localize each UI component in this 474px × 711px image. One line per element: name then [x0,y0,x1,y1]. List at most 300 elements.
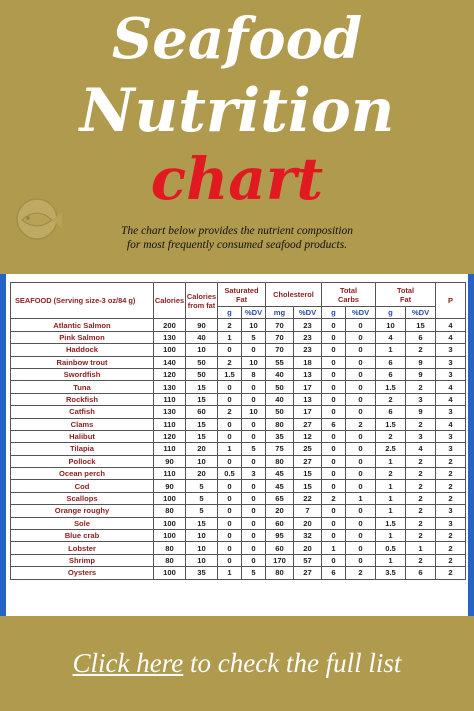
value-cell: 0 [242,393,266,405]
value-cell: 0 [218,505,242,517]
header-calories-from-fat-line1: Calories [186,291,217,301]
header-calories-from-fat [186,283,218,319]
value-cell: 70 [266,344,294,356]
table-row [11,468,466,480]
header-total-fat-line1: Total [396,285,415,295]
value-cell: 32 [294,530,322,542]
header-calories-from-fat-line2: from fat [187,300,216,310]
seafood-name: Catfish [11,406,154,418]
value-cell: 1.5 [376,418,406,430]
value-cell: 13 [294,368,322,380]
value-cell: 20 [186,468,218,480]
value-cell: 2 [406,381,436,393]
header-total-carbs [322,283,376,307]
value-cell: 0 [242,505,266,517]
table-row [11,319,466,331]
value-cell: 3 [436,443,466,455]
value-cell: 2 [346,418,376,430]
table-body [11,319,466,579]
value-cell: 2 [376,393,406,405]
table-row [11,331,466,343]
value-cell: 100 [154,567,186,579]
value-cell: 9 [406,368,436,380]
value-cell: 0 [322,505,346,517]
value-cell: 70 [266,331,294,343]
value-cell: 0 [346,319,376,331]
value-cell: 2 [436,455,466,467]
value-cell: 110 [154,443,186,455]
value-cell: 1 [376,530,406,542]
value-cell: 3 [436,356,466,368]
value-cell: 0 [346,368,376,380]
cta-rest-text: to check the full list [183,648,402,678]
seafood-name: Clams [11,418,154,430]
value-cell: 2.5 [376,443,406,455]
value-cell: 170 [266,554,294,566]
value-cell: 5 [186,492,218,504]
table-row [11,554,466,566]
value-cell: 2 [436,567,466,579]
value-cell: 10 [186,554,218,566]
value-cell: 6 [376,406,406,418]
value-cell: 4 [436,393,466,405]
value-cell: 20 [294,517,322,529]
value-cell: 60 [266,517,294,529]
value-cell: 2 [218,319,242,331]
value-cell: 1 [218,331,242,343]
value-cell: 45 [266,480,294,492]
value-cell: 80 [154,554,186,566]
value-cell: 15 [186,430,218,442]
value-cell: 0 [242,455,266,467]
value-cell: 1 [376,480,406,492]
table-row [11,368,466,380]
value-cell: 0 [322,406,346,418]
value-cell: 100 [154,344,186,356]
value-cell: 0 [242,480,266,492]
value-cell: 75 [266,443,294,455]
value-cell: 6 [322,567,346,579]
header-calories: Calories [154,283,186,319]
value-cell: 20 [266,505,294,517]
value-cell: 1.5 [376,517,406,529]
table-row [11,517,466,529]
value-cell: 70 [266,319,294,331]
value-cell: 100 [154,492,186,504]
seafood-name: Orange roughy [11,505,154,517]
value-cell: 45 [266,468,294,480]
value-cell: 4 [436,319,466,331]
header-saturated-fat-line1: Saturated [224,285,259,295]
unit-cell: %DV [406,307,436,319]
value-cell: 2 [218,406,242,418]
value-cell: 90 [154,480,186,492]
value-cell: 0 [322,430,346,442]
value-cell: 55 [266,356,294,368]
value-cell: 0 [322,530,346,542]
value-cell: 7 [294,505,322,517]
seafood-name: Haddock [11,344,154,356]
value-cell: 9 [406,356,436,368]
value-cell: 110 [154,393,186,405]
value-cell: 6 [376,368,406,380]
value-cell: 50 [266,381,294,393]
value-cell: 3 [436,430,466,442]
value-cell: 0 [242,530,266,542]
value-cell: 23 [294,344,322,356]
value-cell: 27 [294,567,322,579]
title-chart: chart [150,145,324,213]
value-cell: 80 [266,418,294,430]
value-cell: 22 [294,492,322,504]
value-cell: 0 [346,443,376,455]
value-cell: 0 [346,344,376,356]
value-cell: 80 [266,455,294,467]
value-cell: 5 [186,480,218,492]
value-cell: 4 [436,331,466,343]
value-cell: 0 [322,319,346,331]
value-cell: 2 [406,468,436,480]
header-total-fat-line2: Fat [399,294,412,304]
value-cell: 20 [294,542,322,554]
value-cell: 17 [294,406,322,418]
unit-cell: %DV [242,307,266,319]
value-cell: 2 [436,530,466,542]
value-cell: 0 [218,344,242,356]
value-cell: 5 [242,331,266,343]
value-cell: 1 [346,492,376,504]
value-cell: 90 [154,455,186,467]
value-cell: 13 [294,393,322,405]
value-cell: 60 [186,406,218,418]
value-cell: 2 [406,344,436,356]
header-saturated-fat [218,283,266,307]
value-cell: 0 [346,381,376,393]
value-cell: 1 [376,492,406,504]
value-cell: 23 [294,319,322,331]
nutrition-table [10,282,466,580]
table-row [11,567,466,579]
seafood-name: Ocean perch [11,468,154,480]
header-cholesterol: Cholesterol [266,283,322,307]
value-cell: 2 [406,455,436,467]
value-cell: 1 [376,455,406,467]
seafood-name: Atlantic Salmon [11,319,154,331]
value-cell: 35 [266,430,294,442]
value-cell: 3 [242,468,266,480]
value-cell: 15 [406,319,436,331]
nutrition-table-container [6,274,468,616]
unit-cell: mg [266,307,294,319]
value-cell: 12 [294,430,322,442]
value-cell: 100 [154,530,186,542]
value-cell: 60 [266,542,294,554]
value-cell: 10 [186,344,218,356]
seafood-name: Rockfish [11,393,154,405]
table-row [11,455,466,467]
value-cell: 10 [376,319,406,331]
table-row [11,542,466,554]
value-cell: 10 [186,530,218,542]
value-cell: 100 [154,517,186,529]
value-cell: 20 [186,443,218,455]
value-cell: 10 [186,542,218,554]
value-cell: 0 [322,468,346,480]
value-cell: 0 [218,430,242,442]
value-cell: 65 [266,492,294,504]
seafood-name: Blue crab [11,530,154,542]
value-cell: 1 [322,542,346,554]
value-cell: 40 [266,368,294,380]
value-cell: 5 [186,505,218,517]
value-cell: 4 [436,418,466,430]
value-cell: 15 [294,480,322,492]
value-cell: 10 [242,319,266,331]
seafood-name: Pollock [11,455,154,467]
value-cell: 200 [154,319,186,331]
value-cell: 0 [218,455,242,467]
value-cell: 2 [436,492,466,504]
title-banner [0,0,474,274]
value-cell: 5 [242,567,266,579]
value-cell: 0 [218,554,242,566]
value-cell: 2 [406,517,436,529]
table-row [11,356,466,368]
table-row [11,505,466,517]
table-row [11,492,466,504]
table-row [11,430,466,442]
value-cell: 10 [242,406,266,418]
value-cell: 0 [218,480,242,492]
subtitle [0,224,474,252]
value-cell: 3 [436,368,466,380]
value-cell: 15 [186,381,218,393]
click-here-link[interactable]: Click here [72,648,184,678]
value-cell: 90 [186,319,218,331]
value-cell: 3 [406,430,436,442]
value-cell: 0 [242,418,266,430]
header-total-fat [376,283,436,307]
value-cell: 3.5 [376,567,406,579]
seafood-name: Shrimp [11,554,154,566]
value-cell: 0 [218,381,242,393]
value-cell: 130 [154,381,186,393]
value-cell: 2 [376,468,406,480]
seafood-name: Swordfish [11,368,154,380]
value-cell: 15 [294,468,322,480]
table-row [11,530,466,542]
value-cell: 0 [322,381,346,393]
value-cell: 3 [436,344,466,356]
value-cell: 0 [218,542,242,554]
value-cell: 1 [218,567,242,579]
seafood-name: Tilapia [11,443,154,455]
value-cell: 50 [186,368,218,380]
value-cell: 0 [346,554,376,566]
title-seafood: Seafood [111,6,363,72]
value-cell: 0 [242,430,266,442]
value-cell: 2 [322,492,346,504]
value-cell: 2 [346,567,376,579]
value-cell: 2 [406,554,436,566]
value-cell: 80 [266,567,294,579]
value-cell: 6 [406,331,436,343]
value-cell: 6 [322,418,346,430]
value-cell: 0 [346,480,376,492]
value-cell: 0 [322,344,346,356]
value-cell: 2 [406,418,436,430]
subtitle-line-1: The chart below provides the nutrient composition [120,225,354,237]
value-cell: 2 [218,356,242,368]
seafood-name: Sole [11,517,154,529]
value-cell: 0 [322,331,346,343]
value-cell: 3 [436,406,466,418]
value-cell: 17 [294,381,322,393]
unit-cell: %DV [294,307,322,319]
value-cell: 0 [242,492,266,504]
value-cell: 35 [186,567,218,579]
unit-cell: %DV [346,307,376,319]
value-cell: 0 [242,344,266,356]
table-row [11,406,466,418]
value-cell: 3 [436,505,466,517]
unit-cell: g [218,307,242,319]
value-cell: 10 [186,455,218,467]
value-cell: 0 [242,381,266,393]
value-cell: 2 [406,480,436,492]
value-cell: 0 [218,418,242,430]
seafood-name: Cod [11,480,154,492]
header-seafood: SEAFOOD (Serving size-3 oz/84 g) [11,283,154,319]
value-cell: 80 [154,505,186,517]
value-cell: 0 [242,554,266,566]
seafood-name: Halibut [11,430,154,442]
value-cell: 0 [346,542,376,554]
value-cell: 2 [406,505,436,517]
value-cell: 120 [154,430,186,442]
value-cell: 140 [154,356,186,368]
value-cell: 57 [294,554,322,566]
value-cell: 110 [154,468,186,480]
value-cell: 2 [406,530,436,542]
value-cell: 0.5 [218,468,242,480]
value-cell: 25 [294,443,322,455]
seafood-name: Scallops [11,492,154,504]
header-total-carbs-line1: Total [339,285,358,295]
seafood-name: Lobster [11,542,154,554]
value-cell: 15 [186,517,218,529]
value-cell: 2 [406,492,436,504]
subtitle-line-2: for most frequently consumed seafood products. [126,239,348,251]
value-cell: 2 [436,480,466,492]
value-cell: 27 [294,418,322,430]
value-cell: 0 [322,443,346,455]
value-cell: 2 [436,542,466,554]
value-cell: 1 [376,344,406,356]
table-row [11,393,466,405]
value-cell: 18 [294,356,322,368]
value-cell: 0 [346,455,376,467]
table-row [11,418,466,430]
value-cell: 1 [218,443,242,455]
value-cell: 0 [218,492,242,504]
value-cell: 40 [186,331,218,343]
right-border [468,274,474,616]
seafood-name: Rainbow trout [11,356,154,368]
unit-cell: g [322,307,346,319]
value-cell: 10 [242,356,266,368]
value-cell: 15 [186,418,218,430]
value-cell: 0.5 [376,542,406,554]
value-cell: 50 [266,406,294,418]
value-cell: 1.5 [218,368,242,380]
value-cell: 0 [322,356,346,368]
value-cell: 15 [186,393,218,405]
value-cell: 0 [346,468,376,480]
value-cell: 0 [346,331,376,343]
value-cell: 1 [376,505,406,517]
value-cell: 1 [406,542,436,554]
value-cell: 1 [376,554,406,566]
value-cell: 0 [322,393,346,405]
value-cell: 5 [242,443,266,455]
value-cell: 0 [346,393,376,405]
value-cell: 110 [154,418,186,430]
value-cell: 0 [346,530,376,542]
header-truncated: P [436,283,466,319]
value-cell: 2 [436,554,466,566]
value-cell: 0 [346,406,376,418]
cta-text[interactable] [0,648,474,679]
value-cell: 40 [266,393,294,405]
value-cell: 0 [322,517,346,529]
unit-cell: g [376,307,406,319]
value-cell: 3 [436,517,466,529]
header-total-carbs-line2: Carbs [338,294,359,304]
value-cell: 50 [186,356,218,368]
value-cell: 95 [266,530,294,542]
value-cell: 0 [322,368,346,380]
value-cell: 0 [218,517,242,529]
value-cell: 1.5 [376,381,406,393]
value-cell: 130 [154,331,186,343]
value-cell: 9 [406,406,436,418]
value-cell: 0 [346,505,376,517]
value-cell: 0 [218,530,242,542]
value-cell: 0 [346,517,376,529]
header-saturated-fat-line2: Fat [235,294,248,304]
value-cell: 0 [346,356,376,368]
value-cell: 120 [154,368,186,380]
value-cell: 6 [376,356,406,368]
value-cell: 4 [436,381,466,393]
value-cell: 23 [294,331,322,343]
title-nutrition: Nutrition [79,76,395,146]
table-row [11,344,466,356]
table-row [11,443,466,455]
value-cell: 6 [406,567,436,579]
table-row [11,480,466,492]
seafood-name: Oysters [11,567,154,579]
value-cell: 130 [154,406,186,418]
value-cell: 0 [322,455,346,467]
value-cell: 0 [218,393,242,405]
value-cell: 2 [376,430,406,442]
value-cell: 2 [436,468,466,480]
value-cell: 4 [376,331,406,343]
value-cell: 3 [406,393,436,405]
value-cell: 0 [322,480,346,492]
